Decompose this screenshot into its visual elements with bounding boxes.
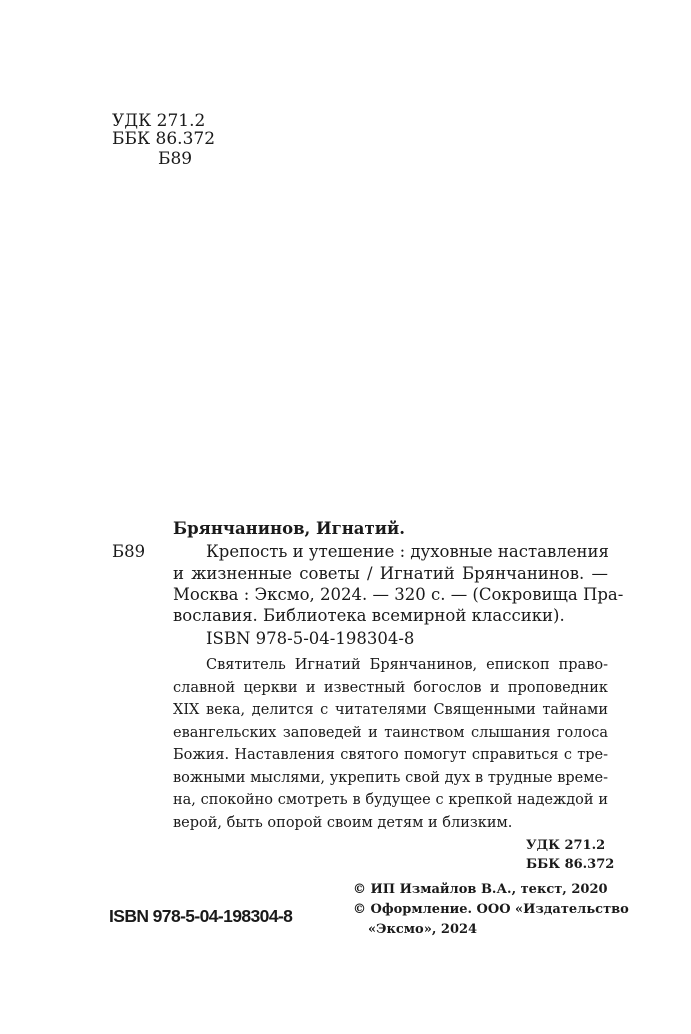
bib-line-3: Москва : Эксмо, 2024. — 320 с. — (Сокровища Пра- xyxy=(173,585,624,604)
udk-code-top: УДК 271.2 xyxy=(112,111,206,131)
annotation-line-5: Божия. Наставления святого помогут справиться с тре- xyxy=(173,747,608,763)
annotation-line-6: вожными мыслями, укрепить свой дух в трудные време- xyxy=(173,770,608,786)
copyright-line-2: © Оформление. ООО «Издательство xyxy=(353,902,629,917)
isbn-footer: ISBN 978-5-04-198304-8 xyxy=(109,906,293,926)
bib-line-2: и жизненные советы / Игнатий Брянчанинов. — xyxy=(173,564,608,583)
annotation-line-7: на, спокойно смотреть в будущее с крепкой надеждой и xyxy=(173,792,608,808)
annotation-line-4: евангельских заповедей и таинством слышания голоса xyxy=(173,725,608,741)
isbn-record: ISBN 978-5-04-198304-8 xyxy=(206,629,415,648)
bbk-code-top: ББК 86.372 xyxy=(112,129,216,149)
author-mark: Б89 xyxy=(112,542,146,561)
udk-code: УДК 271.2 xyxy=(526,838,606,853)
annotation-line-3: XIX века, делится с читателями Священными тайнами xyxy=(173,702,608,718)
annotation-line-8: верой, быть опорой своим детям и близким. xyxy=(173,815,513,831)
author-name: Брянчанинов, Игнатий. xyxy=(173,519,405,538)
author-mark-top: Б89 xyxy=(158,149,193,169)
copyright-line-1: © ИП Измайлов В.А., текст, 2020 xyxy=(353,882,608,897)
bbk-code: ББК 86.372 xyxy=(526,857,615,872)
annotation-line-1: Святитель Игнатий Брянчанинов, епископ право- xyxy=(206,657,608,673)
bib-line-4: вославия. Библиотека всемирной классики). xyxy=(173,606,565,625)
annotation-line-2: славной церкви и известный богослов и проповедник xyxy=(173,680,608,696)
copyright-line-3: «Эксмо», 2024 xyxy=(368,922,478,937)
bib-line-1: Крепость и утешение : духовные наставления xyxy=(206,542,609,561)
